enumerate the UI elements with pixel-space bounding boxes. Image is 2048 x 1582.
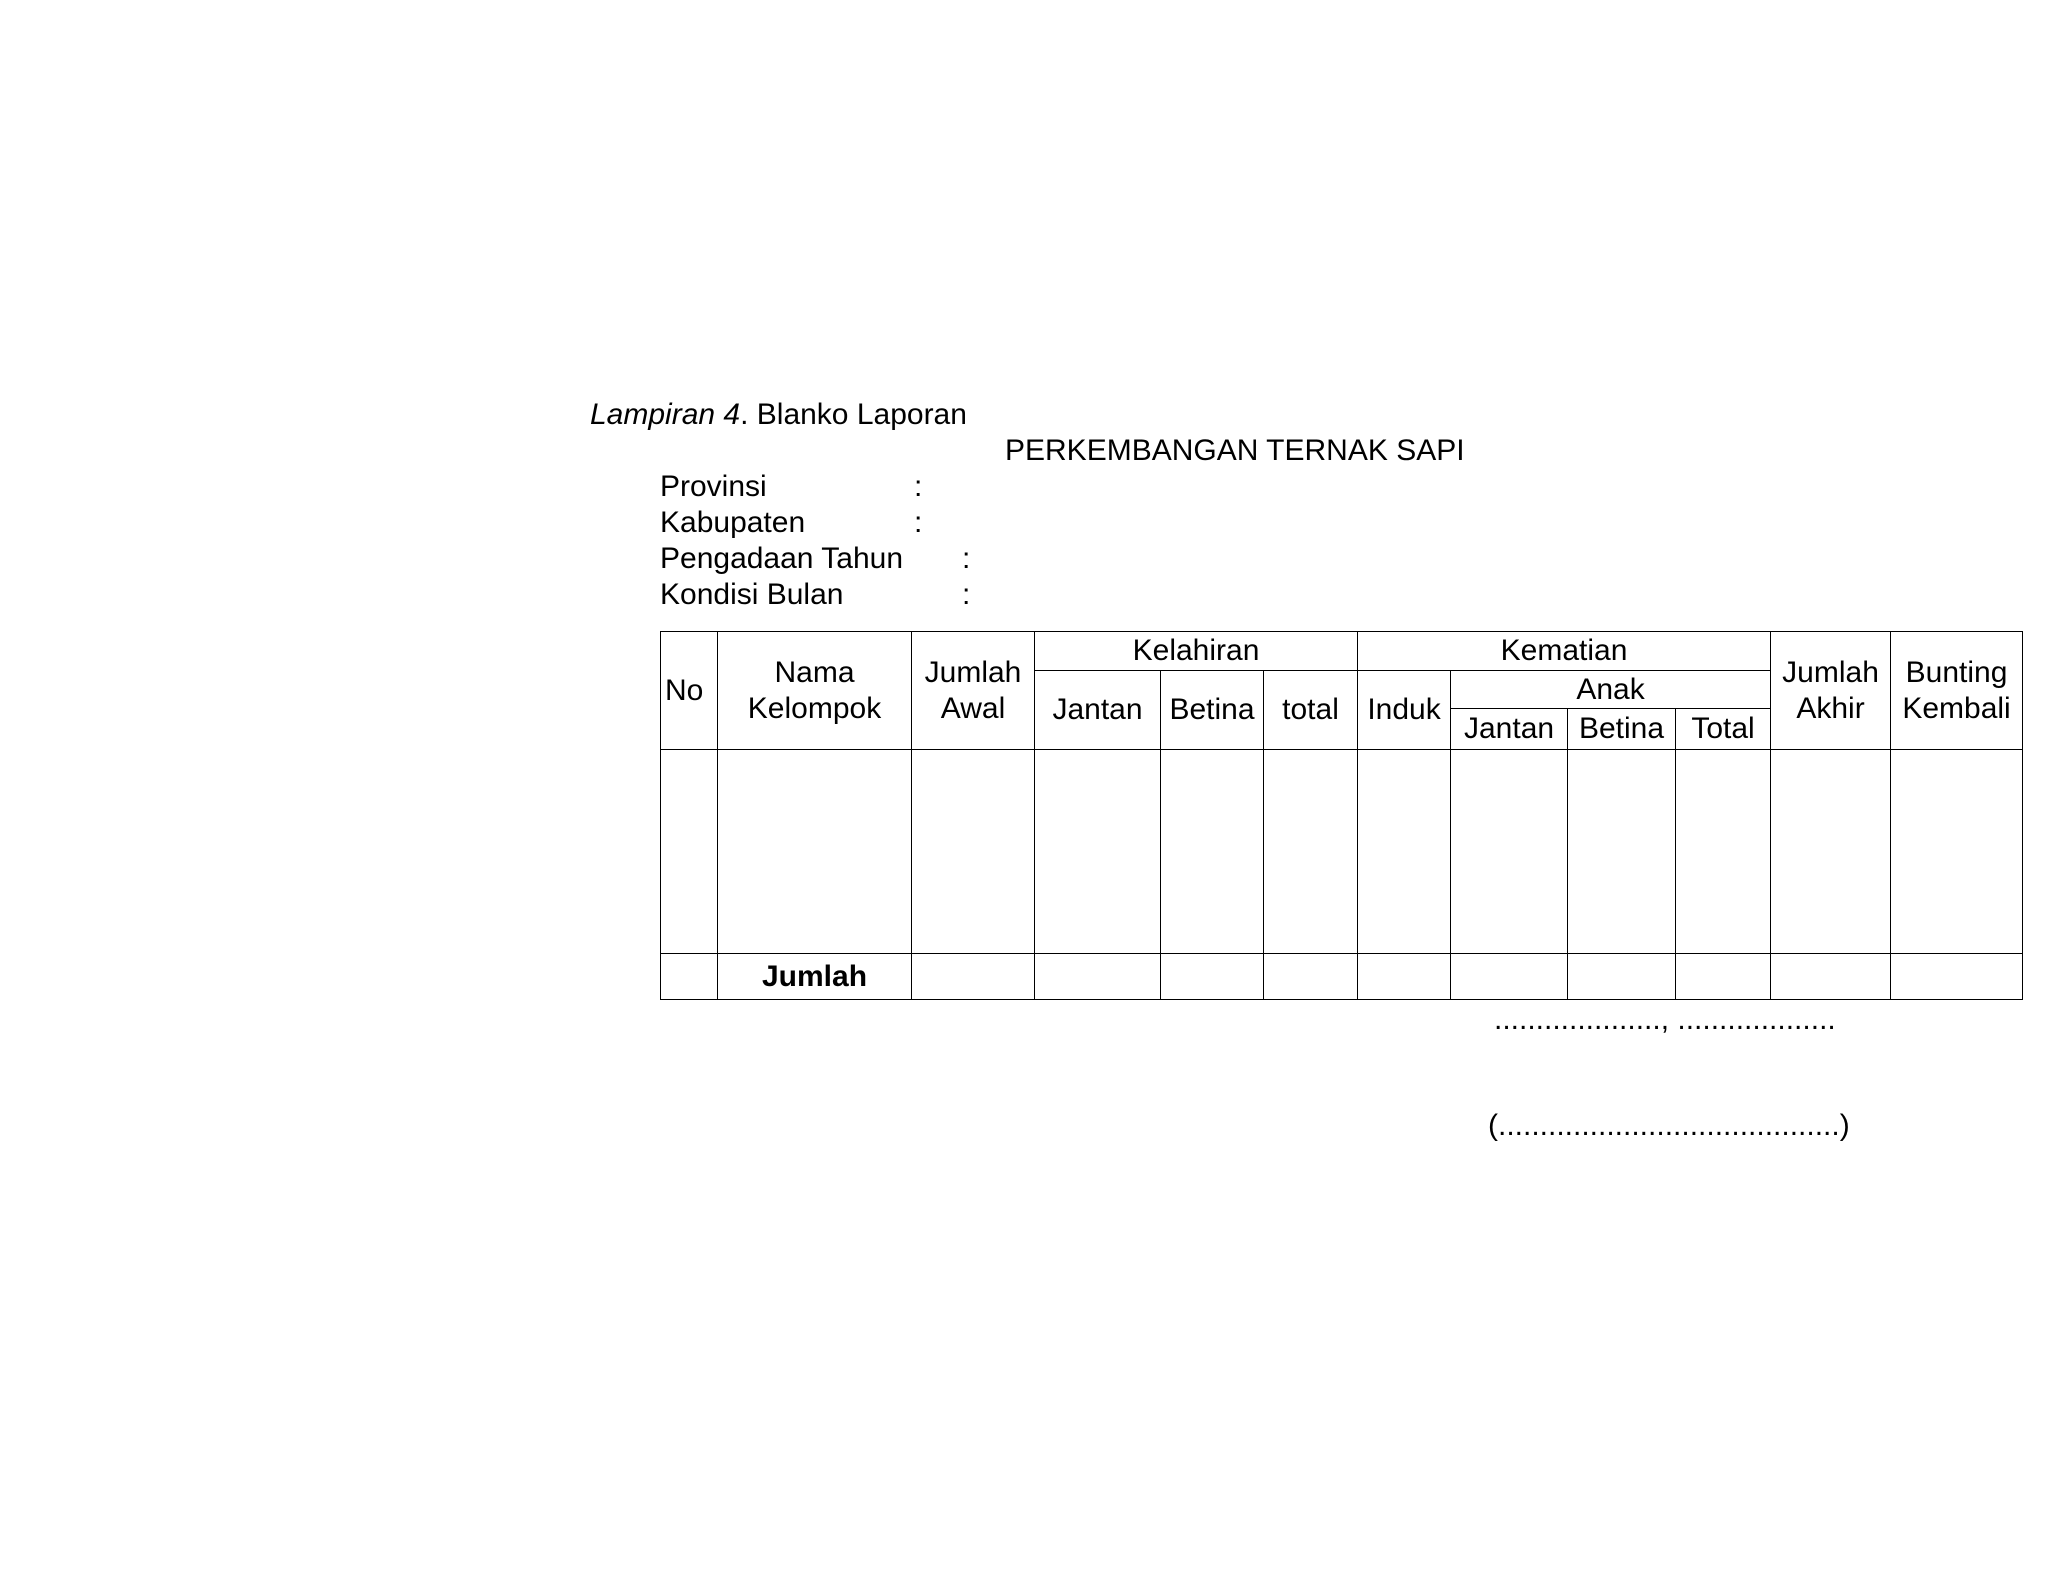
total-cell[interactable]: [1568, 954, 1676, 1000]
data-cell[interactable]: [1264, 750, 1358, 954]
table-row: [661, 750, 2023, 954]
header-nama-kelompok: [718, 632, 912, 750]
field-kabupaten: [660, 506, 923, 540]
header-kelahiran-jantan: Jantan: [1035, 671, 1161, 750]
data-cell[interactable]: [1568, 750, 1676, 954]
field-colon: :: [962, 578, 971, 611]
header-kelahiran-betina: Betina: [1161, 671, 1264, 750]
header-kelahiran-total: total: [1264, 671, 1358, 750]
data-cell[interactable]: [912, 750, 1035, 954]
header-text: Kembali: [1902, 691, 2011, 725]
header-row-1: [661, 632, 2023, 671]
place-date-line: ...................., ...................: [1494, 1003, 1836, 1036]
field-colon: :: [914, 506, 923, 539]
data-cell[interactable]: [661, 750, 718, 954]
report-title: PERKEMBANGAN TERNAK SAPI: [1005, 434, 1465, 467]
header-no: No: [661, 632, 718, 750]
total-cell[interactable]: [1771, 954, 1891, 1000]
total-cell[interactable]: [1451, 954, 1568, 1000]
total-cell[interactable]: [1035, 954, 1161, 1000]
total-cell[interactable]: [1358, 954, 1451, 1000]
total-cell[interactable]: [1264, 954, 1358, 1000]
header-kelahiran: Kelahiran: [1035, 632, 1358, 671]
header-text: Jumlah: [924, 655, 1022, 689]
header-text: Bunting: [1905, 655, 2008, 689]
header-induk: Induk: [1358, 671, 1451, 750]
total-cell[interactable]: [661, 954, 718, 1000]
field-kondisi-bulan: [660, 578, 971, 612]
total-cell[interactable]: [912, 954, 1035, 1000]
data-cell[interactable]: [1771, 750, 1891, 954]
header-kematian: Kematian: [1358, 632, 1771, 671]
signature-line: (.........................................): [1488, 1109, 1850, 1142]
field-colon: :: [962, 542, 971, 575]
header-text: Awal: [940, 691, 1006, 725]
field-label: Kondisi Bulan: [660, 578, 844, 611]
header-text: Jumlah: [1782, 655, 1879, 689]
total-label: Jumlah: [718, 954, 912, 1000]
data-cell[interactable]: [1451, 750, 1568, 954]
appendix-caption: [590, 398, 967, 432]
data-cell[interactable]: [718, 750, 912, 954]
header-bunting-kembali: [1891, 632, 2023, 750]
data-cell[interactable]: [1676, 750, 1771, 954]
field-label: Kabupaten: [660, 506, 806, 539]
header-anak-jantan: Jantan: [1451, 709, 1568, 750]
header-text: Nama: [774, 655, 855, 689]
header-anak-betina: Betina: [1568, 709, 1676, 750]
report-table: [660, 631, 2023, 1000]
data-cell[interactable]: [1891, 750, 2023, 954]
field-pengadaan-tahun: [660, 542, 971, 576]
header-jumlah-akhir: [1771, 632, 1891, 750]
data-cell[interactable]: [1358, 750, 1451, 954]
data-cell[interactable]: [1035, 750, 1161, 954]
header-text: Kelompok: [747, 691, 882, 725]
total-cell[interactable]: [1676, 954, 1771, 1000]
header-jumlah-awal: [912, 632, 1035, 750]
appendix-number: Lampiran 4: [590, 398, 741, 431]
field-colon: :: [914, 470, 923, 503]
data-cell[interactable]: [1161, 750, 1264, 954]
total-cell[interactable]: [1161, 954, 1264, 1000]
total-row: [661, 954, 2023, 1000]
total-cell[interactable]: [1891, 954, 2023, 1000]
field-provinsi: [660, 470, 923, 504]
header-anak: Anak: [1451, 671, 1771, 709]
appendix-title: . Blanko Laporan: [740, 398, 967, 431]
field-label: Provinsi: [660, 470, 767, 503]
header-anak-total: Total: [1676, 709, 1771, 750]
header-text: Akhir: [1796, 691, 1865, 725]
field-label: Pengadaan Tahun: [660, 542, 904, 575]
